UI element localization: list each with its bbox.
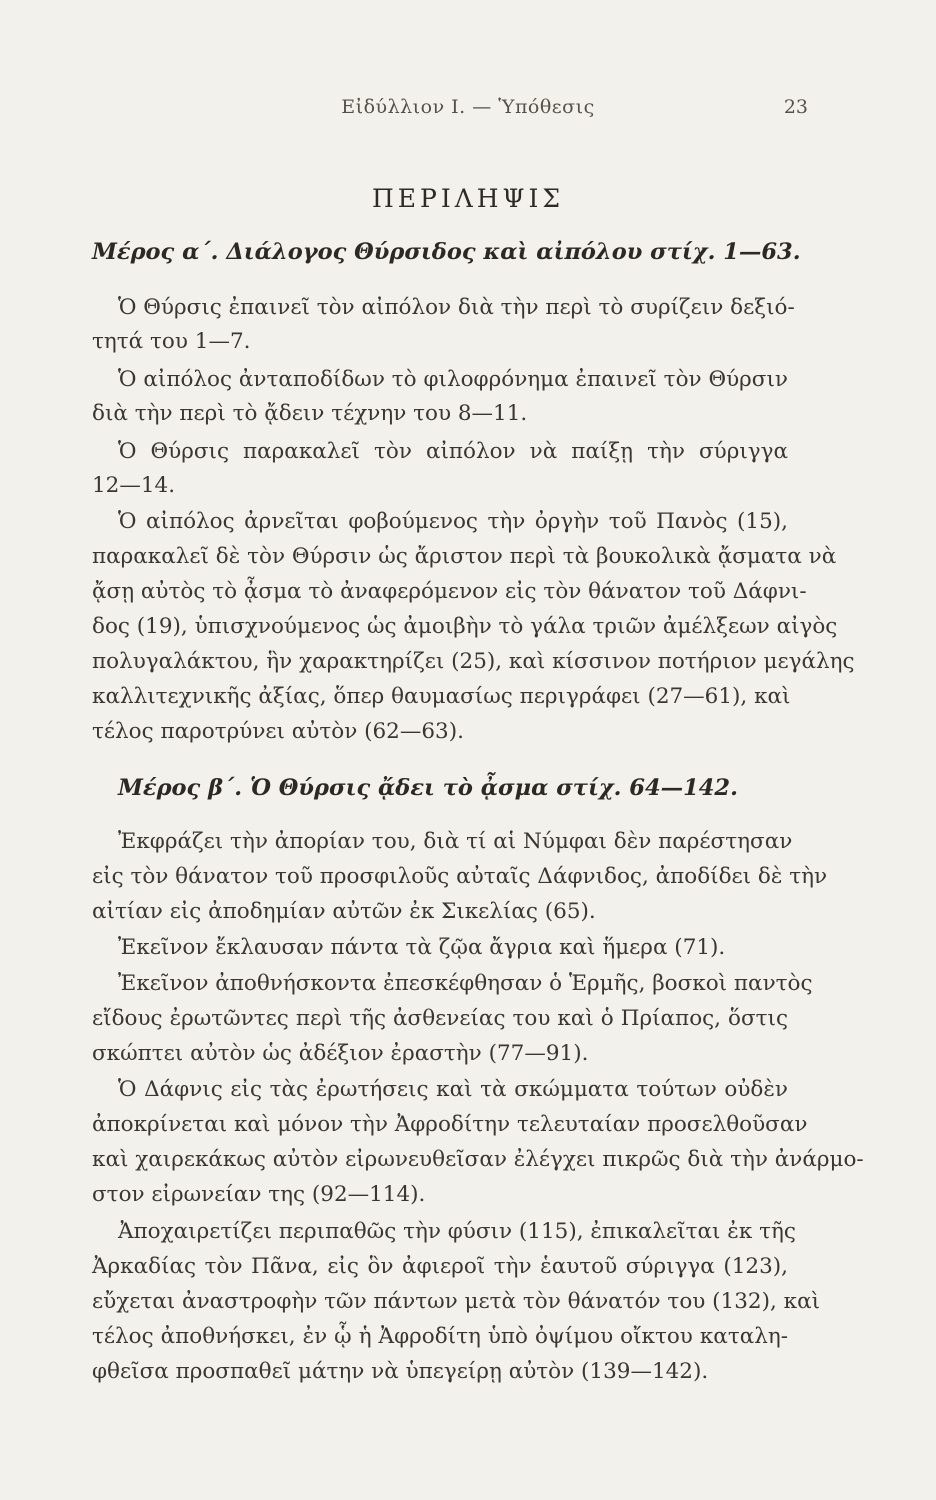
paragraph-line: Ἐκφράζει τὴν ἀπορίαν του, διὰ τί αἱ Νύμφαι δὲν παρέστησαν bbox=[118, 829, 793, 854]
paragraph-line: εἰς τὸν θάνατον τοῦ προσφιλοῦς αὐταῖς Δάφνιδος, ἀποδίδει δὲ τὴν bbox=[92, 864, 828, 889]
paragraph-line: καλλιτεχνικῆς ἀξίας, ὅπερ θαυμασίως περιγράφει (27—61), καὶ bbox=[92, 684, 791, 709]
paragraph-line: διὰ τὴν περὶ τὸ ᾄδειν τέχνην του 8—11. bbox=[92, 401, 528, 426]
paragraph-line: ᾄσῃ αὐτὸς τὸ ᾆσμα τὸ ἀναφερόμενον εἰς τὸν θάνατον τοῦ Δάφνι- bbox=[92, 579, 807, 604]
paragraph-line: Ὁ Δάφνις εἰς τὰς ἐρωτήσεις καὶ τὰ σκώμματα τούτων οὐδὲν bbox=[118, 1077, 788, 1102]
paragraph-line: καὶ χαιρεκάκως αὐτὸν εἰρωνευθεῖσαν ἐλέγχει πικρῶς διὰ τὴν ἀνάρμο- bbox=[92, 1147, 864, 1172]
paragraph-line: τητά του 1—7. bbox=[92, 329, 251, 354]
paragraph-line: αἰτίαν εἰς ἀποδημίαν αὐτῶν ἐκ Σικελίας (65). bbox=[92, 899, 596, 924]
part-a-title: Μέρος α΄. Διάλογος Θύρσιδος καὶ αἰπόλου στίχ. 1—63. bbox=[92, 239, 801, 265]
paragraph-line: στον εἰρωνείαν της (92—114). bbox=[92, 1182, 426, 1207]
section-heading: ΠΕΡΙΛΗΨΙΣ bbox=[371, 184, 565, 213]
paragraph-line: Ἐκεῖνον ἀποθνήσκοντα ἐπεσκέφθησαν ὁ Ἑρμῆς, βοσκοὶ παντὸς bbox=[118, 971, 813, 996]
paragraph-line: τέλος ἀποθνήσκει, ἐν ᾧ ἡ Ἀφροδίτη ὑπὸ ὀψίμου οἴκτου καταλη- bbox=[92, 1324, 788, 1349]
paragraph-line: Ἀρκαδίας τὸν Πᾶνα, εἰς ὃν ἀφιεροῖ τὴν ἑαυτοῦ σύριγγα (123), bbox=[92, 1254, 788, 1279]
paragraph-line: 12—14. bbox=[92, 473, 176, 498]
paragraph-line: Ἐκεῖνον ἔκλαυσαν πάντα τὰ ζῷα ἄγρια καὶ ἥμερα (71). bbox=[118, 935, 726, 960]
running-head bbox=[0, 96, 936, 126]
page-number: 23 bbox=[783, 96, 808, 118]
paragraph-line: πολυγαλάκτου, ἣν χαρακτηρίζει (25), καὶ κίσσινον ποτήριον μεγάλης bbox=[92, 649, 855, 674]
paragraph-line: τέλος παροτρύνει αὐτὸν (62—63). bbox=[92, 719, 464, 744]
paragraph-line: σκώπτει αὐτὸν ὡς ἀδέξιον ἐραστὴν (77—91). bbox=[92, 1041, 589, 1066]
paragraph-line: φθεῖσα προσπαθεῖ μάτην νὰ ὑπεγείρῃ αὐτὸν (139—142). bbox=[92, 1359, 709, 1384]
running-head-title: Εἰδύλλιον Ι. — Ὑπόθεσις bbox=[341, 96, 595, 118]
paragraph-line: Ὁ Θύρσις παρακαλεῖ τὸν αἰπόλον νὰ παίξῃ τὴν σύριγγα bbox=[118, 439, 788, 464]
part-b-title: Μέρος β΄. Ὁ Θύρσις ᾄδει τὸ ᾆσμα στίχ. 64—142. bbox=[118, 775, 738, 801]
paragraph-line: Ὁ Θύρσις ἐπαινεῖ τὸν αἰπόλον διὰ τὴν περὶ τὸ συρίζειν δεξιό- bbox=[118, 295, 795, 320]
paragraph-line: εἴδους ἐρωτῶντες περὶ τῆς ἀσθενείας του καὶ ὁ Πρίαπος, ὅστις bbox=[92, 1006, 788, 1031]
paragraph-line: δος (19), ὑπισχνούμενος ὡς ἀμοιβὴν τὸ γάλα τριῶν ἀμέλξεων αἰγὸς bbox=[92, 614, 838, 639]
paragraph-line: Ὁ αἰπόλος ἀνταποδίδων τὸ φιλοφρόνημα ἐπαινεῖ τὸν Θύρσιν bbox=[118, 367, 788, 392]
paragraph-line: εὔχεται ἀναστροφὴν τῶν πάντων μετὰ τὸν θάνατόν του (132), καὶ bbox=[92, 1289, 821, 1314]
paragraph-line: Ἀποχαιρετίζει περιπαθῶς τὴν φύσιν (115), ἐπικαλεῖται ἐκ τῆς bbox=[118, 1219, 796, 1244]
paragraph-line: Ὁ αἰπόλος ἀρνεῖται φοβούμενος τὴν ὀργὴν τοῦ Πανὸς (15), bbox=[118, 509, 788, 534]
paragraph-line: παρακαλεῖ δὲ τὸν Θύρσιν ὡς ἄριστον περὶ τὰ βουκολικὰ ᾄσματα νὰ bbox=[92, 544, 837, 569]
paragraph-line: ἀποκρίνεται καὶ μόνον τὴν Ἀφροδίτην τελευταίαν προσελθοῦσαν bbox=[92, 1112, 808, 1137]
